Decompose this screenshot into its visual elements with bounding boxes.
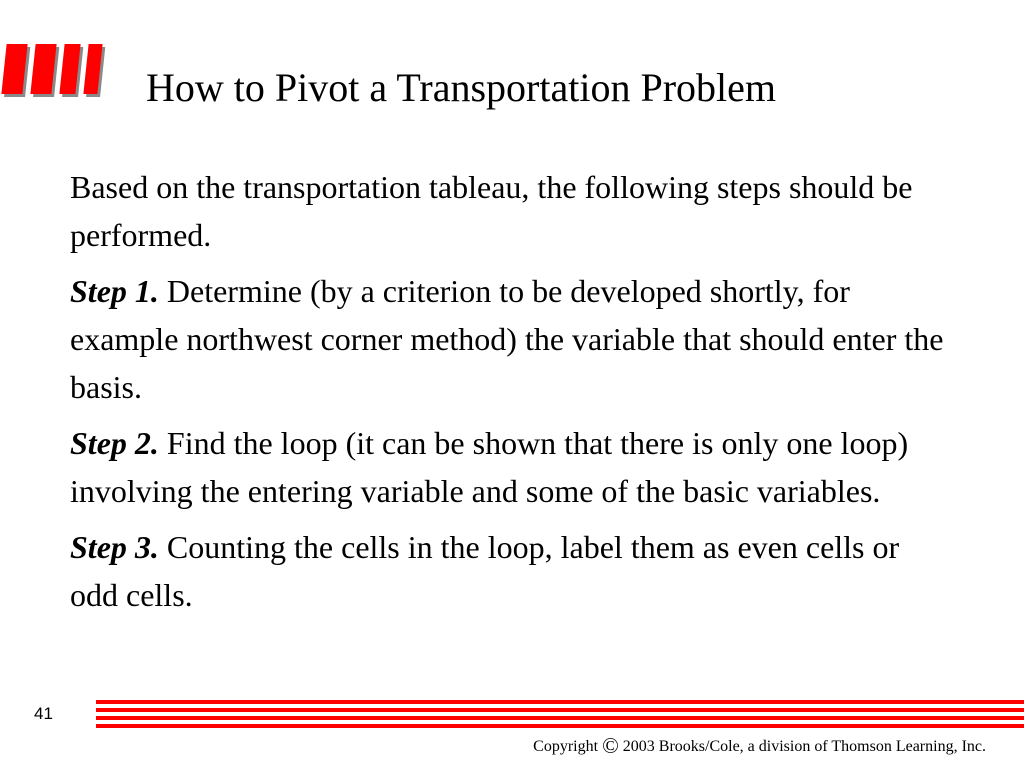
logo-bar — [1, 44, 27, 94]
page-number: 41 — [34, 704, 53, 723]
step-label: Step 3. — [70, 529, 159, 565]
copyright-text: 2003 Brooks/Cole, a division of Thomson Learning, Inc. — [618, 738, 986, 755]
copyright-icon: © — [602, 733, 619, 758]
step-label: Step 2. — [70, 425, 159, 461]
step-3 — [70, 523, 950, 619]
footer-line — [96, 708, 1024, 712]
step-1 — [70, 267, 950, 411]
step-2 — [70, 419, 950, 515]
slide-title: How to Pivot a Transportation Problem — [146, 65, 777, 110]
step-text: Counting the cells in the loop, label them as even cells or odd cells. — [70, 529, 900, 613]
logo-bars — [0, 44, 112, 100]
slide-body — [70, 163, 950, 627]
footer-line — [96, 700, 1024, 704]
logo-bar — [30, 44, 56, 94]
step-text: Find the loop (it can be shown that there is only one loop) involving the entering variable and some of the basic variables. — [70, 425, 909, 509]
copyright-notice — [533, 733, 986, 759]
step-label: Step 1. — [70, 273, 159, 309]
step-text: Determine (by a criterion to be developed shortly, for example northwest corner method) the variable that should enter the basis. — [70, 273, 944, 405]
logo-bar — [83, 44, 102, 94]
copyright-prefix: Copyright — [533, 738, 603, 755]
footer-line — [96, 716, 1024, 720]
footer-line — [96, 724, 1024, 728]
intro-paragraph: Based on the transportation tableau, the following steps should be performed. — [70, 169, 913, 253]
logo-bar — [59, 44, 80, 94]
